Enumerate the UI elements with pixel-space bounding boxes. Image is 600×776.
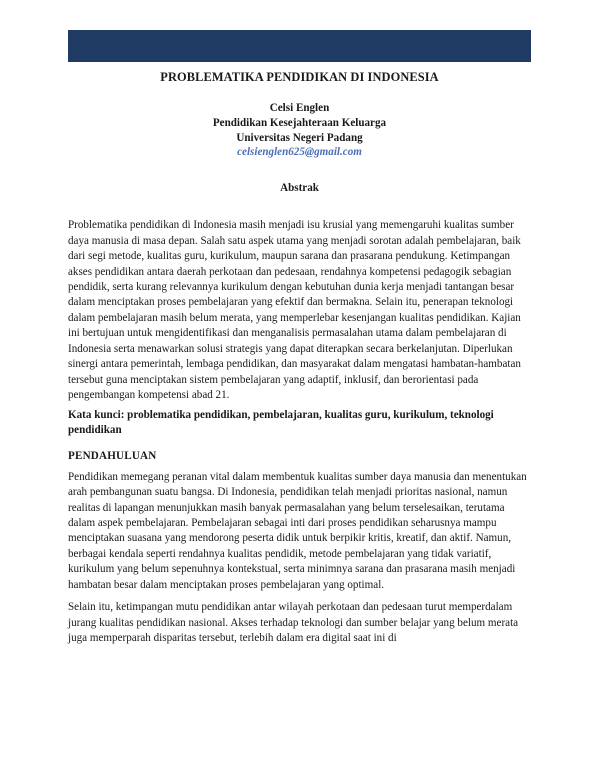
author-block (68, 101, 531, 160)
abstract-text: Problematika pendidikan di Indonesia masih menjadi isu krusial yang memengaruhi kualitas sumber daya manusia di masa depan. Salah satu aspek utama yang menjadi sorotan adalah pembelajaran, baik dari segi metode, kualitas guru, kurikulum, maupun sarana dan prasarana pendukung. Ketimpangan akses pendidikan antara daerah perkotaan dan pedesaan, rendahnya kompetensi pedagogik sebagian pendidik, serta kurang relevannya kurikulum dengan kebutuhan dunia kerja menjadi tantangan besar dalam menciptakan proses pembelajaran yang efektif dan bermakna. Selain itu, penerapan teknologi dalam pembelajaran masih belum merata, yang memperlebar kesenjangan kualitas pendidikan. Kajian ini bertujuan untuk mengidentifikasi dan menganalisis permasalahan utama dalam pembelajaran di Indonesia serta menawarkan solusi strategis yang dapat diterapkan secara berkelanjutan. Diperlukan sinergi antara pemerintah, lembaga pendidikan, dan masyarakat dalam mengatasi hambatan-hambatan tersebut guna menciptakan sistem pembelajaran yang adaptif, inklusif, dan berorientasi pada pengembangan kompetensi abad 21. (68, 219, 521, 402)
keywords: Kata kunci: problematika pendidikan, pembelajaran, kualitas guru, kurikulum, teknologi pendidikan (68, 408, 494, 436)
body-paragraph: Selain itu, ketimpangan mutu pendidikan antar wilayah perkotaan dan pedesaan turut memperdalam jurang kualitas pendidikan nasional. Akses terhadap teknologi dan sumber belajar yang belum merata juga memperparah disparitas tersebut, terlebih dalam era digital saat ini di (68, 601, 519, 645)
body-paragraph: Pendidikan memegang peranan vital dalam membentuk kualitas sumber daya manusia dan menentukan arah pembangunan suatu bangsa. Di Indonesia, pendidikan telah menjadi prioritas nasional, namun realitas di lapangan menunjukkan masih banyak permasalahan yang belum terselesaikan, terutama dalam aspek pembelajaran. Pembelajaran sebagai inti dari proses pendidikan seharusnya mampu menciptakan suasana yang mendorong peserta didik untuk berpikir kritis, kreatif, dan aktif. Namun, berbagai kendala seperti rendahnya kualitas pendidik, metode pembelajaran yang tidak variatif, kurikulum yang belum sepenuhnya kontekstual, serta minimnya sarana dan prasarana masih menjadi hambatan besar dalam menciptakan proses pembelajaran yang optimal. (68, 470, 527, 591)
author-email[interactable]: celsienglen625@gmail.com (237, 146, 362, 159)
paper-title: PROBLEMATIKA PENDIDIKAN DI INDONESIA (160, 70, 439, 84)
author-name: Celsi Englen (269, 102, 330, 114)
paper-page (68, 70, 531, 654)
header-bar (68, 30, 531, 62)
author-university: Universitas Negeri Padang (236, 131, 363, 144)
section-heading: PENDAHULUAN (68, 449, 157, 462)
author-department: Pendidikan Kesejahteraan Keluarga (212, 116, 387, 129)
abstract-heading: Abstrak (280, 182, 319, 195)
